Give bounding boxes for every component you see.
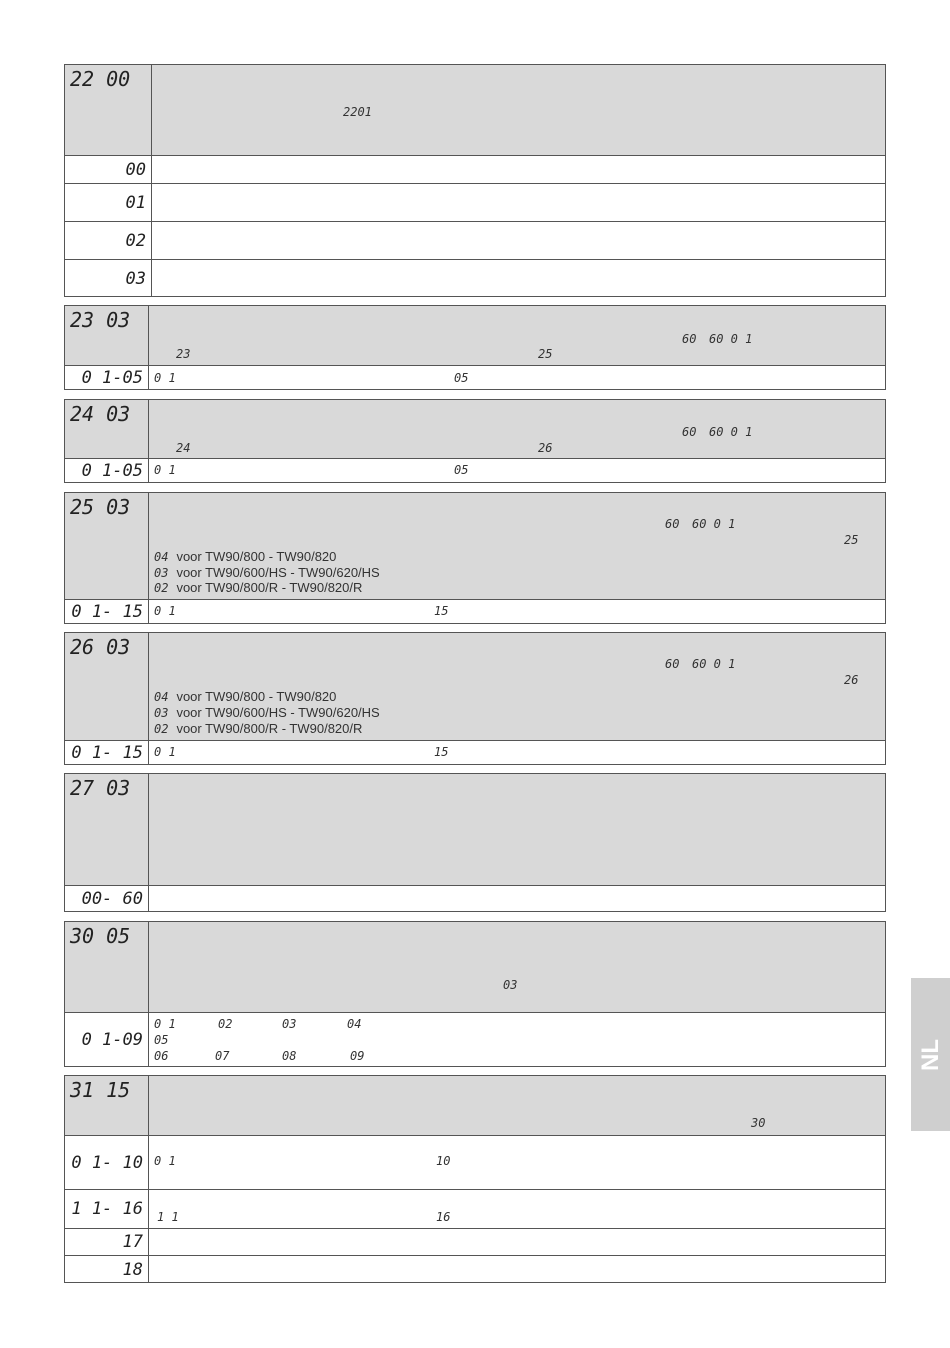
language-tab — [911, 978, 950, 1131]
display-value: 60 0 1 — [709, 425, 753, 439]
language-label: NL — [916, 1038, 944, 1071]
param-code: 26 03 — [65, 633, 149, 740]
display-value: 24 — [176, 441, 191, 455]
option-row — [65, 365, 885, 390]
param-header-24 — [65, 400, 885, 458]
option-code: 03 — [65, 260, 152, 297]
param-code: 22 00 — [65, 65, 152, 155]
option-code: 0 1- 15 — [65, 741, 149, 765]
option-row — [65, 458, 885, 483]
model-line: 02 voor TW90/800/R - TW90/820/R — [154, 721, 363, 736]
param-code: 27 03 — [65, 774, 149, 885]
model-line: 03 voor TW90/600/HS - TW90/620/HS — [154, 565, 380, 580]
option-code: 0 1- 15 — [65, 600, 149, 624]
display-value: 0 1 — [154, 1154, 176, 1168]
display-value: 04 — [347, 1017, 362, 1031]
display-value: 60 — [682, 425, 697, 439]
display-value: 60 — [665, 517, 680, 531]
option-code: 17 — [65, 1229, 149, 1255]
display-value: 0 1 — [154, 371, 176, 385]
option-code: 00 — [65, 156, 152, 183]
option-code: 01 — [65, 184, 152, 221]
display-value: 30 — [751, 1116, 766, 1130]
param-block-22 — [64, 64, 886, 297]
param-header-26 — [65, 633, 885, 740]
option-row — [65, 599, 885, 624]
display-value: 10 — [436, 1154, 451, 1168]
display-value: 03 — [503, 978, 518, 992]
option-row — [65, 1135, 885, 1189]
display-value: 60 — [665, 657, 680, 671]
param-code: 24 03 — [65, 400, 149, 458]
option-row — [65, 1012, 885, 1067]
option-row — [65, 221, 885, 259]
display-value: 0 1 — [154, 604, 176, 618]
option-code: 00- 60 — [65, 886, 149, 912]
display-value: 15 — [434, 745, 449, 759]
display-value: 08 — [282, 1049, 297, 1063]
option-code: 0 1- 10 — [65, 1136, 149, 1189]
display-value: 06 — [154, 1049, 169, 1063]
param-header-30 — [65, 922, 885, 1012]
param-block-23 — [64, 305, 886, 390]
param-header-27 — [65, 774, 885, 885]
display-value: 05 — [454, 371, 469, 385]
option-code: 1 1- 16 — [65, 1190, 149, 1228]
param-code: 25 03 — [65, 493, 149, 599]
display-value: 0 1 — [154, 745, 176, 759]
display-value: 07 — [215, 1049, 230, 1063]
option-row — [65, 1189, 885, 1228]
param-block-30 — [64, 921, 886, 1067]
option-row — [65, 183, 885, 221]
option-row — [65, 155, 885, 183]
display-value: 05 — [154, 1033, 169, 1047]
display-value: 60 0 1 — [709, 332, 753, 346]
param-header-25 — [65, 493, 885, 599]
display-value: 26 — [844, 673, 859, 687]
model-line: 04 voor TW90/800 - TW90/820 — [154, 549, 337, 564]
display-value: 60 — [682, 332, 697, 346]
param-code: 23 03 — [65, 306, 149, 365]
display-value: 2201 — [343, 105, 372, 119]
display-value: 25 — [538, 347, 553, 361]
option-row — [65, 885, 885, 912]
display-value: 0 1 — [154, 463, 176, 477]
option-code: 0 1-05 — [65, 366, 149, 390]
display-value: 09 — [350, 1049, 365, 1063]
option-row — [65, 1255, 885, 1283]
display-value: 23 — [176, 347, 191, 361]
display-value: 16 — [436, 1210, 451, 1224]
display-value: 15 — [434, 604, 449, 618]
display-value: 60 0 1 — [692, 517, 736, 531]
param-header-22 — [65, 65, 885, 155]
option-row — [65, 259, 885, 297]
display-value: 60 0 1 — [692, 657, 736, 671]
param-code: 30 05 — [65, 922, 149, 1012]
param-code: 31 15 — [65, 1076, 149, 1135]
display-value: 25 — [844, 533, 859, 547]
param-block-25 — [64, 492, 886, 624]
display-value: 1 1 — [157, 1210, 179, 1224]
display-value: 03 — [282, 1017, 297, 1031]
display-value: 02 — [218, 1017, 233, 1031]
display-value: 0 1 — [154, 1017, 176, 1031]
option-code: 0 1-05 — [65, 459, 149, 483]
param-block-27 — [64, 773, 886, 912]
param-block-24 — [64, 399, 886, 483]
param-header-31 — [65, 1076, 885, 1135]
option-row — [65, 1228, 885, 1255]
option-code: 0 1-09 — [65, 1013, 149, 1067]
param-block-26 — [64, 632, 886, 765]
display-value: 26 — [538, 441, 553, 455]
param-header-23 — [65, 306, 885, 365]
model-line: 03 voor TW90/600/HS - TW90/620/HS — [154, 705, 380, 720]
option-row — [65, 740, 885, 765]
param-block-31 — [64, 1075, 886, 1283]
option-code: 18 — [65, 1256, 149, 1283]
display-value: 05 — [454, 463, 469, 477]
model-line: 02 voor TW90/800/R - TW90/820/R — [154, 580, 363, 595]
option-code: 02 — [65, 222, 152, 259]
model-line: 04 voor TW90/800 - TW90/820 — [154, 689, 337, 704]
